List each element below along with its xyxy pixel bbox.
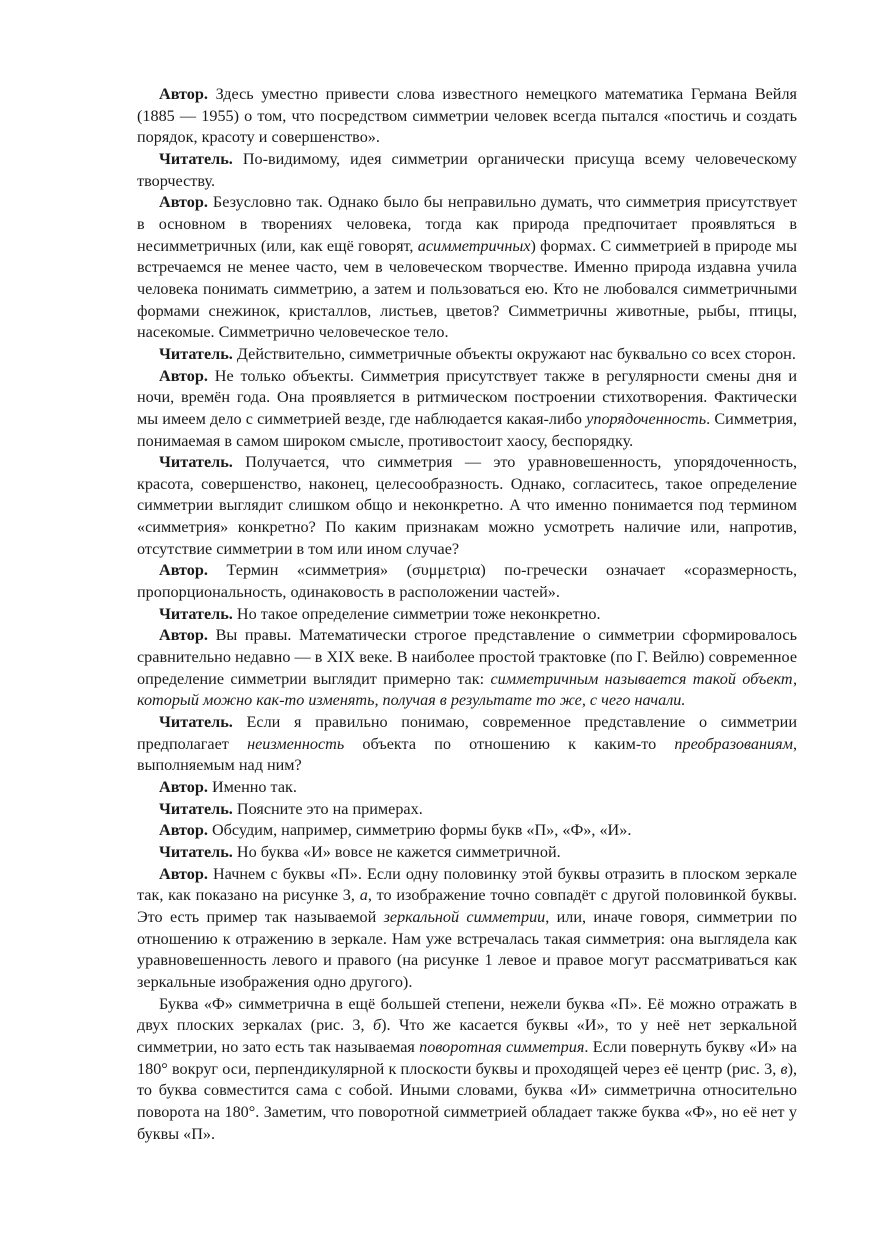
body-text: По-видимому, идея симметрии органически присуща всему человеческому творчеству. <box>137 149 797 190</box>
dialogue-paragraph <box>137 366 797 453</box>
emphasis-text: асимметричных <box>417 236 531 255</box>
emphasis-text: преобразованиям <box>674 734 793 753</box>
body-text: Получается, что симметрия — это уравновешенность, упорядоченность, красота, совершенство, наконец, целесообразность. Однако, согласитесь, такое определение симметрии выглядит слишком общо и неконкретно. А что именно понимается под термином «симметрия» конкретно? По каким признакам можно усмотреть наличие или, напротив, отсутствие симметрии в том или ином случае? <box>137 453 797 558</box>
body-text: Термин «симметрия» (συμμετρια) по-гречески означает «соразмерность, пропорциональность, одинаковость в расположении частей». <box>137 561 797 602</box>
dialogue-paragraph <box>137 84 797 149</box>
speaker-label: Читатель. <box>159 713 233 732</box>
speaker-label: Читатель. <box>159 453 233 472</box>
body-text: Но такое определение симметрии тоже неконкретно. <box>232 604 601 623</box>
speaker-label: Читатель. <box>159 842 233 861</box>
speaker-label: Читатель. <box>159 799 233 818</box>
speaker-label: Читатель. <box>159 604 233 623</box>
speaker-label: Читатель. <box>159 344 233 363</box>
dialogue-paragraph <box>137 799 797 821</box>
body-text: Буква «Ф» симметрична в ещё большей степени, нежели буква «П». Её можно отражать в двух плоских зеркалах (рис. 3, <box>137 994 797 1035</box>
body-text: Не только объекты. Симметрия присутствует также в регулярности смены дня и ночи, времён года. Она проявляется в ритмическом построении стихотворения. Фактически мы имеем дело с симметрией везде, где наблюдается какая-либо <box>137 366 797 428</box>
dialogue-paragraph <box>137 604 797 626</box>
dialogue-paragraph <box>137 560 797 603</box>
body-text: Но буква «И» вовсе не кажется симметричной. <box>232 842 561 861</box>
dialogue-paragraph <box>137 994 797 1146</box>
speaker-label: Автор. <box>159 193 208 212</box>
dialogue-paragraph <box>137 712 797 777</box>
dialogue-paragraph <box>137 820 797 842</box>
body-text: . Если повернуть букву «И» на 180° вокруг оси, перпендикулярной к плоскости буквы и проходящей через её центр (рис. 3, <box>137 1037 797 1078</box>
body-text: , выполняемым над ним? <box>137 734 797 775</box>
body-text: , или, иначе говоря, симметрии по отношению к отражению в зеркале. Нам уже встречалась такая симметрия: она выглядела как уравновешенность левого и правого (на рисунке 1 левое и правое могут рассматриваться как зеркальные изображения одно другого). <box>137 907 797 991</box>
body-text: . Симметрия, понимаемая в самом широком смысле, противостоит хаосу, беспорядку. <box>137 409 797 450</box>
dialogue-paragraph <box>137 864 797 994</box>
emphasis-text: упорядоченность <box>586 409 707 428</box>
emphasis-text: симметричным называется такой объект, который можно как-то изменять, получая в результате то же, с чего начали. <box>137 669 797 710</box>
emphasis-text: а <box>359 886 368 905</box>
emphasis-text: поворотная симметрия <box>419 1037 585 1056</box>
dialogue-paragraph <box>137 777 797 799</box>
body-text: Здесь уместно привести слова известного немецкого математика Германа Вейля (1885 — 1955) о том, что посредством симметрии человек всегда пытался «постичь и создать порядок, красоту и совершенство». <box>137 85 797 147</box>
document-page <box>137 84 797 1145</box>
body-text: Поясните это на примерах. <box>232 799 423 818</box>
body-text: объекта по отношению к каким-то <box>344 734 675 753</box>
body-text: Действительно, симметричные объекты окружают нас буквально со всех сторон. <box>232 344 796 363</box>
speaker-label: Автор. <box>159 561 208 580</box>
body-text: ), то буква совместится сама с собой. Иными словами, буква «И» симметрична относительно поворота на 180°. Заметим, что поворотной симметрией обладает также буква «Ф», но её нет у буквы «П». <box>137 1059 797 1143</box>
dialogue-paragraph <box>137 149 797 192</box>
speaker-label: Автор. <box>159 85 208 103</box>
body-text: ). Что же касается буквы «И», то у неё нет зеркальной симметрии, но зато есть так называемая <box>137 1016 797 1056</box>
body-text: Обсудим, например, симметрию формы букв «П», «Ф», «И». <box>207 821 632 840</box>
body-text: , то изображение точно совпадёт с другой половинкой буквы. Это есть пример так называемой <box>137 886 797 926</box>
body-text: Вы правы. Математически строгое представление о симметрии сформировалось сравнительно недавно — в XIX веке. В наиболее простой трактовке (по Г. Вейлю) современное определение симметрии выглядит примерно так: <box>137 626 797 688</box>
speaker-label: Автор. <box>159 864 208 883</box>
body-text: Если я правильно понимаю, современное представление о симметрии предполагает <box>137 713 797 753</box>
body-text: Именно так. <box>207 778 297 796</box>
emphasis-text: б <box>372 1016 382 1035</box>
body-text: ) формах. С симметрией в природе мы встречаемся не менее часто, чем в человеческом творчестве. Именно природа издавна учила человека понимать симметрию, а затем и пользоваться ею. Кто не любовался симметричными формами снежинок, кристаллов, листьев, цветов? Симметричны животные, рыбы, птицы, насекомые. Симметрично человеческое тело. <box>137 236 797 342</box>
dialogue-paragraph <box>137 192 797 344</box>
dialogue-paragraph <box>137 842 797 864</box>
dialogue-paragraph <box>137 625 797 712</box>
emphasis-text: в <box>780 1059 788 1078</box>
emphasis-text: зеркальной симметрии <box>383 907 546 926</box>
dialogue-paragraph <box>137 452 797 560</box>
speaker-label: Автор. <box>159 626 208 645</box>
speaker-label: Автор. <box>159 821 208 840</box>
body-text: Начнем с буквы «П». Если одну половинку этой буквы отразить в плоском зеркале так, как показано на рисунке 3, <box>137 864 797 905</box>
speaker-label: Автор. <box>159 778 208 796</box>
emphasis-text: неизменность <box>247 734 345 753</box>
speaker-label: Автор. <box>159 366 208 385</box>
speaker-label: Читатель. <box>159 149 233 168</box>
dialogue-paragraph <box>137 344 797 366</box>
body-text: Безусловно так. Однако было бы неправильно думать, что симметрия присутствует в основном в творениях человека, тогда как природа предпочитает проявляться в несимметричных (или, как ещё говорят, <box>137 193 797 255</box>
